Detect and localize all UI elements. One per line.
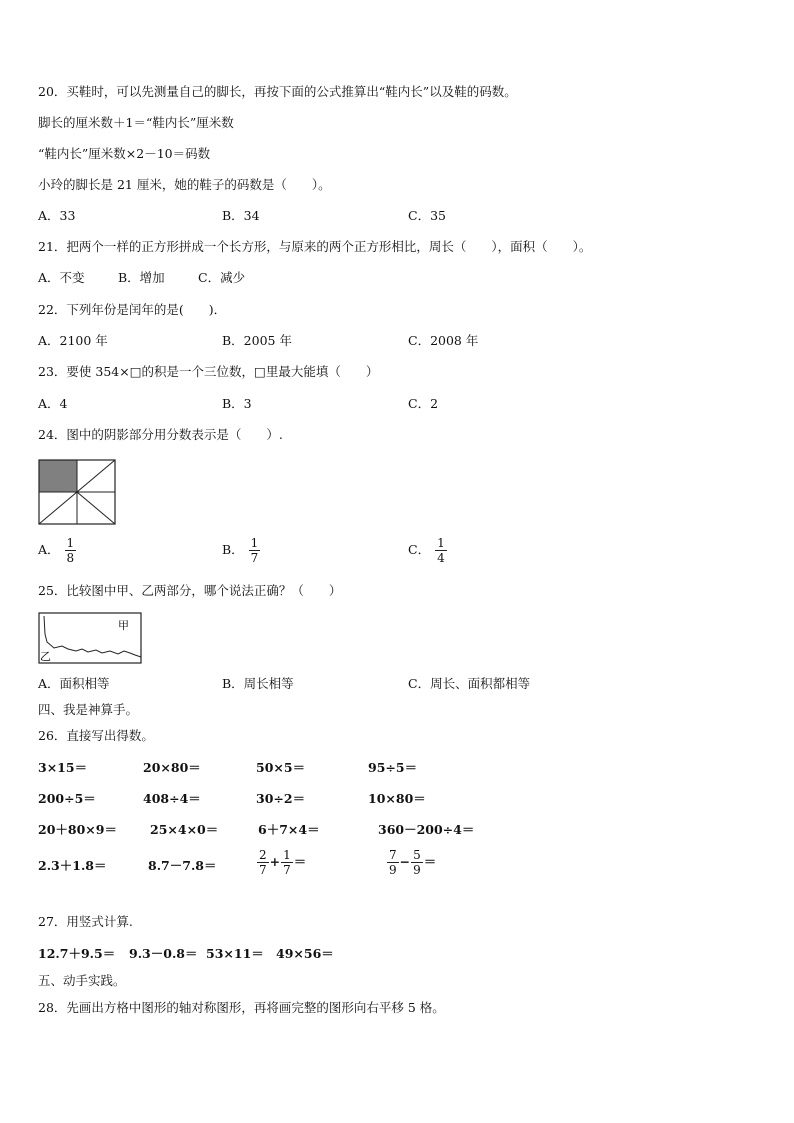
section-5-heading: 五、动手实践。 bbox=[38, 973, 126, 988]
calc-item: 20＋80×9＝ bbox=[38, 822, 117, 837]
calc-item: 49×56＝ bbox=[276, 946, 334, 961]
calc-item: 2.3＋1.8＝ bbox=[38, 858, 107, 873]
calc-item: 50×5＝ bbox=[256, 760, 306, 775]
calc-fraction-item: $\frac{7}{9}$ − $\frac{5}{9}$ ＝ bbox=[389, 848, 437, 877]
calc-item: 408÷4＝ bbox=[143, 791, 201, 806]
label-yi: 乙 bbox=[40, 650, 51, 663]
q24-option-a: A． $\frac{1}{8}$ bbox=[38, 536, 75, 565]
calc-fraction-item: $\frac{2}{7}$ + $\frac{1}{7}$ ＝ bbox=[259, 848, 307, 877]
q25-option-a: A．面积相等 bbox=[38, 676, 110, 691]
section-4-heading: 四、我是神算手。 bbox=[38, 702, 139, 717]
q25-rectangle-figure bbox=[38, 612, 142, 664]
calc-item: 360－200÷4＝ bbox=[378, 822, 475, 837]
q23-option-c: C．2 bbox=[408, 396, 439, 411]
q23-option-b: B．3 bbox=[222, 396, 252, 411]
calc-item: 200÷5＝ bbox=[38, 791, 96, 806]
q20-question: 小玲的脚长是 21 厘米，她的鞋子的码数是（ ）。 bbox=[38, 177, 331, 192]
calc-item: 9.3－0.8＝ bbox=[129, 946, 198, 961]
q20-formula1: 脚长的厘米数＋1＝“鞋内长”厘米数 bbox=[38, 115, 234, 130]
q20-option-c: C．35 bbox=[408, 208, 446, 223]
calc-item: 6＋7×4＝ bbox=[258, 822, 320, 837]
q21-option-a: A．不变 bbox=[38, 270, 85, 285]
calc-item: 53×11＝ bbox=[206, 946, 264, 961]
calc-item: 20×80＝ bbox=[143, 760, 201, 775]
q20-stem: 20．买鞋时，可以先测量自己的脚长，再按下面的公式推算出“鞋内长”以及鞋的码数。 bbox=[38, 84, 517, 99]
calc-item: 95÷5＝ bbox=[368, 760, 418, 775]
q22-option-b: B．2005 年 bbox=[222, 333, 292, 348]
calc-item: 8.7－7.8＝ bbox=[148, 858, 217, 873]
q25-option-b: B．周长相等 bbox=[222, 676, 294, 691]
q21-option-c: C．减少 bbox=[198, 270, 246, 285]
calc-item: 3×15＝ bbox=[38, 760, 88, 775]
fraction: $\frac{1}{7}$ bbox=[250, 536, 259, 565]
q28-stem: 28．先画出方格中图形的轴对称图形，再将画完整的图形向右平移 5 格。 bbox=[38, 1000, 445, 1015]
q24-stem: 24．图中的阴影部分用分数表示是（ ）. bbox=[38, 427, 283, 442]
q20-formula2: “鞋内长”厘米数×2－10＝码数 bbox=[38, 146, 211, 161]
fraction: $\frac{1}{8}$ bbox=[66, 536, 75, 565]
calc-item: 30÷2＝ bbox=[256, 791, 306, 806]
q22-option-c: C．2008 年 bbox=[408, 333, 479, 348]
calc-item: 25×4×0＝ bbox=[150, 822, 219, 837]
q22-option-a: A．2100 年 bbox=[38, 333, 108, 348]
q23-stem: 23．要使 354×□的积是一个三位数，□里最大能填（ ） bbox=[38, 364, 379, 379]
q27-stem: 27．用竖式计算. bbox=[38, 914, 133, 929]
q21-stem: 21．把两个一样的正方形拼成一个长方形，与原来的两个正方形相比，周长（ ），面积（ ）。 bbox=[38, 239, 592, 254]
shaded-region bbox=[39, 460, 77, 492]
q25-stem: 25．比较图中甲、乙两部分，哪个说法正确？（ ） bbox=[38, 583, 342, 598]
q21-option-b: B．增加 bbox=[118, 270, 165, 285]
calc-item: 10×80＝ bbox=[368, 791, 426, 806]
q22-stem: 22．下列年份是闰年的是( )． bbox=[38, 302, 227, 317]
fraction: $\frac{1}{4}$ bbox=[437, 536, 445, 565]
q26-stem: 26．直接写出得数。 bbox=[38, 728, 154, 743]
q24-square-figure bbox=[38, 459, 116, 525]
q20-option-a: A．33 bbox=[38, 208, 76, 223]
q20-option-b: B．34 bbox=[222, 208, 260, 223]
q24-option-c: C． $\frac{1}{4}$ bbox=[408, 536, 445, 565]
q23-option-a: A．4 bbox=[38, 396, 68, 411]
label-jia: 甲 bbox=[118, 619, 129, 632]
q24-option-b: B． $\frac{1}{7}$ bbox=[222, 536, 259, 565]
q25-option-c: C．周长、面积都相等 bbox=[408, 676, 531, 691]
calc-item: 12.7＋9.5＝ bbox=[38, 946, 116, 961]
